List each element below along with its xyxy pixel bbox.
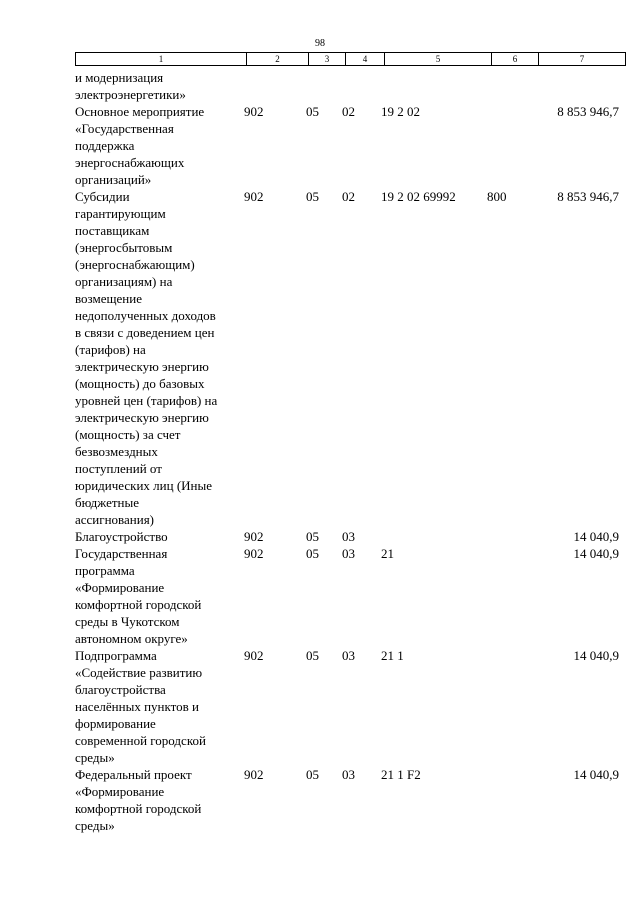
header-col-3: 3 <box>309 53 346 66</box>
row-name-line: (мощность) до базовых <box>75 376 205 391</box>
row-name-line: «Государственная <box>75 121 174 136</box>
target-article-code: 21 1 <box>381 648 404 663</box>
target-article-code: 21 1 F2 <box>381 767 421 782</box>
table-row <box>75 647 620 766</box>
target-article-code: 19 2 02 69992 <box>381 189 456 204</box>
section-code: 05 <box>306 648 319 663</box>
row-name-line: благоустройства <box>75 682 166 697</box>
expense-type-code: 800 <box>487 189 507 204</box>
row-name-line: формирование <box>75 716 156 731</box>
table-row <box>75 766 620 834</box>
row-name-line: уровней цен (тарифов) на <box>75 393 218 408</box>
row-name-line: ассигнования) <box>75 512 155 527</box>
row-name-line: (энергоснабжающим) <box>75 257 195 272</box>
header-col-5: 5 <box>385 53 492 66</box>
row-name-line: среды» <box>75 818 115 833</box>
header-col-7: 7 <box>539 53 626 66</box>
row-name-line: и модернизация <box>75 70 164 85</box>
row-name-line: энергоснабжающих <box>75 155 185 170</box>
row-name-line: «Формирование <box>75 580 165 595</box>
row-name <box>75 545 245 647</box>
section-code: 05 <box>306 104 319 119</box>
row-name-line: поставщикам <box>75 223 150 238</box>
row-name-line: современной городской <box>75 733 206 748</box>
subsection-code: 02 <box>342 189 355 204</box>
table-row <box>75 188 620 528</box>
ministry-code: 902 <box>244 104 264 119</box>
row-name-line: Благоустройство <box>75 529 168 544</box>
ministry-code: 902 <box>244 767 264 782</box>
column-header-row <box>75 52 626 66</box>
target-article-code: 21 <box>381 546 394 561</box>
row-name <box>75 188 245 528</box>
row-name-line: среды» <box>75 750 115 765</box>
row-name-line: поддержка <box>75 138 135 153</box>
amount: 14 040,9 <box>573 529 619 544</box>
row-name-line: комфортной городской <box>75 597 202 612</box>
row-name-line: программа <box>75 563 135 578</box>
amount: 14 040,9 <box>573 648 619 663</box>
section-code: 05 <box>306 529 319 544</box>
row-name-line: гарантирующим <box>75 206 166 221</box>
row-name-line: в связи с доведением цен <box>75 325 215 340</box>
row-name-line: Субсидии <box>75 189 130 204</box>
section-code: 05 <box>306 189 319 204</box>
header-col-1: 1 <box>76 53 247 66</box>
row-name-line: Основное мероприятие <box>75 104 205 119</box>
row-name-line: возмещение <box>75 291 142 306</box>
row-name-line: комфортной городской <box>75 801 202 816</box>
table-row <box>75 69 620 103</box>
row-name-line: «Содействие развитию <box>75 665 203 680</box>
row-name <box>75 69 245 103</box>
row-name-line: автономном округе» <box>75 631 188 646</box>
row-name-line: электроэнергетики» <box>75 87 186 102</box>
amount: 8 853 946,7 <box>557 104 619 119</box>
row-name-line: среды в Чукотском <box>75 614 180 629</box>
row-name <box>75 528 245 545</box>
row-name-line: электрическую энергию <box>75 359 209 374</box>
row-name <box>75 766 245 834</box>
row-name-line: населённых пунктов и <box>75 699 199 714</box>
subsection-code: 02 <box>342 104 355 119</box>
table-row <box>75 545 620 647</box>
amount: 14 040,9 <box>573 767 619 782</box>
row-name-line: (энергосбытовым <box>75 240 173 255</box>
row-name-line: бюджетные <box>75 495 140 510</box>
row-name-line: юридических лиц (Иные <box>75 478 212 493</box>
row-name-line: недополученных доходов <box>75 308 216 323</box>
budget-table-body <box>75 69 620 834</box>
ministry-code: 902 <box>244 189 264 204</box>
ministry-code: 902 <box>244 648 264 663</box>
subsection-code: 03 <box>342 546 355 561</box>
row-name-line: Федеральный проект <box>75 767 192 782</box>
ministry-code: 902 <box>244 529 264 544</box>
amount: 14 040,9 <box>573 546 619 561</box>
row-name-line: Подпрограмма <box>75 648 157 663</box>
row-name-line: Государственная <box>75 546 168 561</box>
ministry-code: 902 <box>244 546 264 561</box>
row-name <box>75 103 245 188</box>
row-name-line: (мощность) за счет <box>75 427 181 442</box>
header-col-6: 6 <box>492 53 539 66</box>
section-code: 05 <box>306 767 319 782</box>
row-name-line: безвозмездных <box>75 444 158 459</box>
amount: 8 853 946,7 <box>557 189 619 204</box>
row-name-line: «Формирование <box>75 784 165 799</box>
table-row <box>75 103 620 188</box>
row-name-line: (тарифов) на <box>75 342 146 357</box>
header-col-4: 4 <box>346 53 385 66</box>
subsection-code: 03 <box>342 648 355 663</box>
table-row <box>75 528 620 545</box>
page-number: 98 <box>315 38 325 49</box>
row-name <box>75 647 245 766</box>
row-name-line: поступлений от <box>75 461 162 476</box>
target-article-code: 19 2 02 <box>381 104 420 119</box>
header-col-2: 2 <box>247 53 309 66</box>
section-code: 05 <box>306 546 319 561</box>
row-name-line: организациям) на <box>75 274 173 289</box>
row-name-line: организаций» <box>75 172 152 187</box>
subsection-code: 03 <box>342 767 355 782</box>
row-name-line: электрическую энергию <box>75 410 209 425</box>
subsection-code: 03 <box>342 529 355 544</box>
